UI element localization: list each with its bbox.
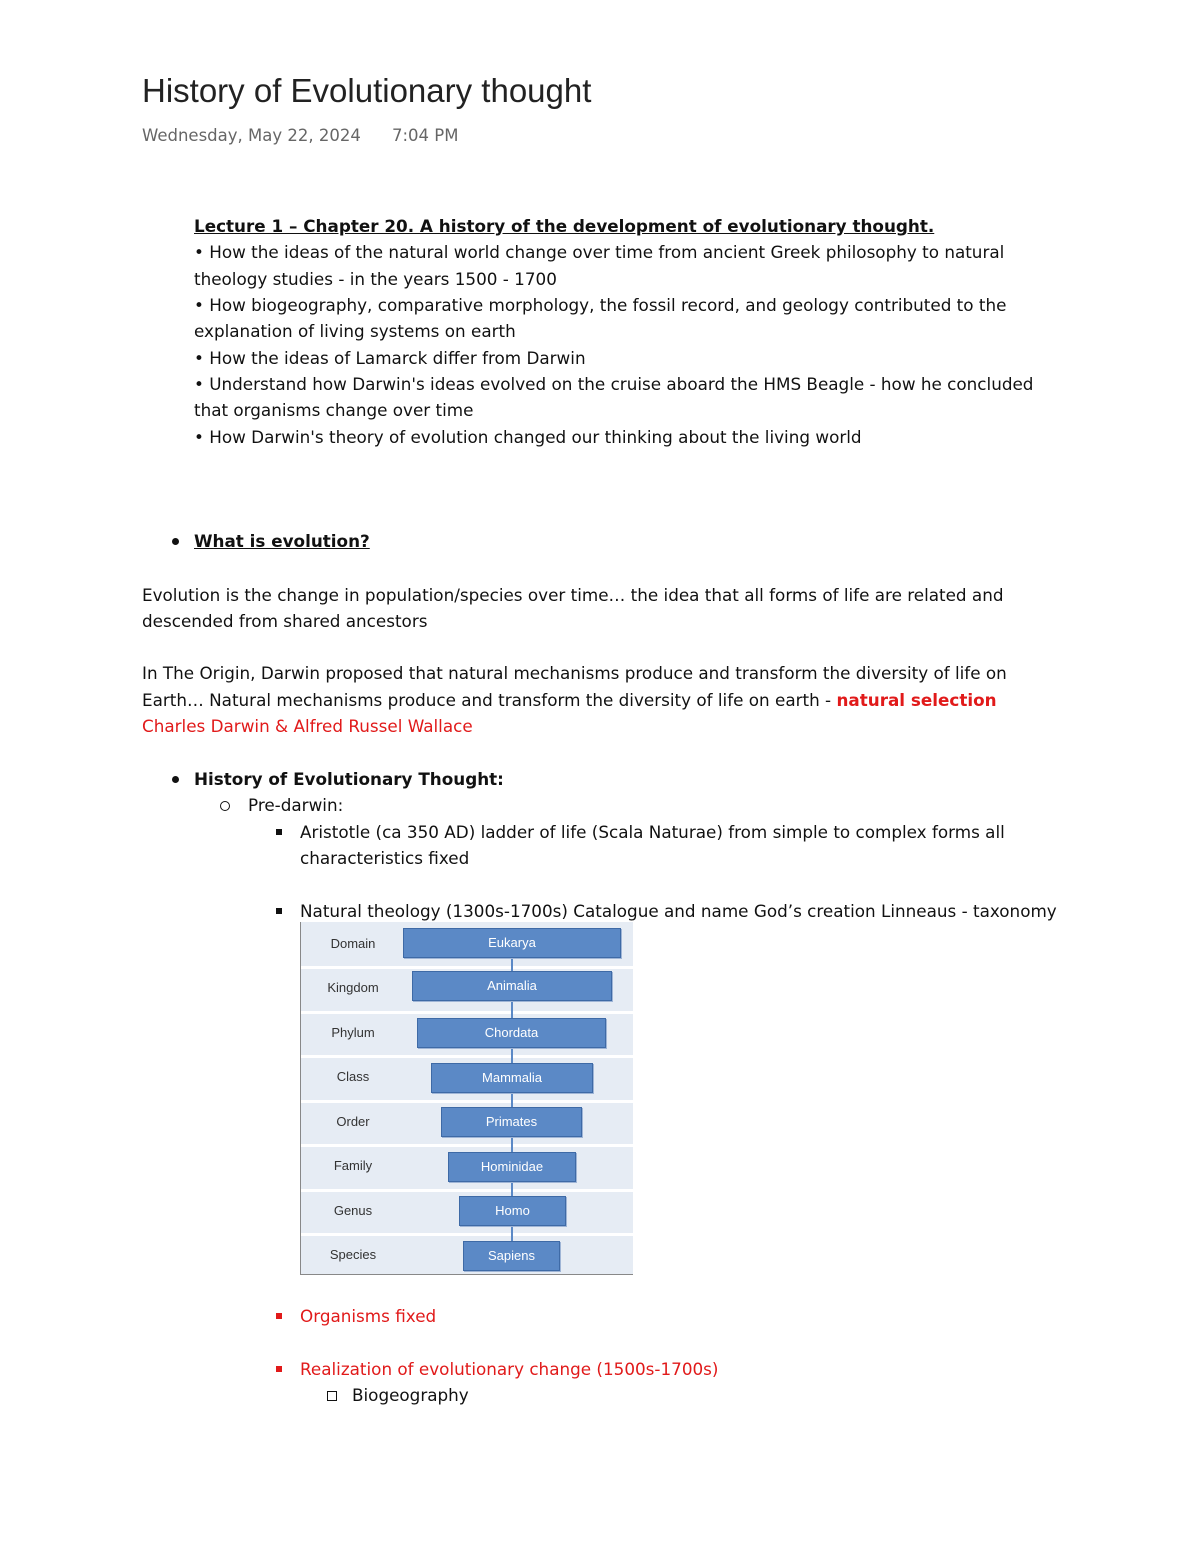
lecture-line: • How biogeography, comparative morphology, the fossil record, and geology contributed to the	[194, 295, 1007, 315]
lecture-line: • How the ideas of Lamarck differ from Darwin	[194, 348, 586, 368]
lecture-line: that organisms change over time	[194, 400, 474, 420]
lecture-line: explanation of living systems on earth	[194, 321, 516, 341]
lecture-heading: Lecture 1 – Chapter 20. A history of the development of evolutionary thought.	[194, 216, 935, 236]
list-item-realization: Realization of evolutionary change (1500s-1700s)	[300, 1359, 719, 1379]
bullet-square-icon	[276, 1313, 282, 1319]
connector-line	[511, 1048, 513, 1064]
bullet-disc-icon	[172, 776, 179, 783]
taxon-box-genus: Homo	[459, 1196, 566, 1226]
bullet-square-icon	[276, 908, 282, 914]
paragraph-text: Earth… Natural mechanisms produce and transform the diversity of life on earth -	[142, 690, 837, 710]
rank-label-phylum: Phylum	[331, 1025, 375, 1040]
highlight-natural-selection: natural selection	[836, 690, 997, 710]
lecture-line: • How Darwin's theory of evolution changed our thinking about the living world	[194, 427, 862, 447]
taxon-box-family: Hominidae	[448, 1152, 576, 1182]
bullet-square-icon	[276, 1366, 282, 1372]
page-time: 7:04 PM	[392, 126, 459, 145]
taxon-box-phylum: Chordata	[417, 1018, 606, 1048]
section-heading-history: History of Evolutionary Thought:	[194, 769, 504, 789]
taxon-box-species: Sapiens	[463, 1241, 560, 1271]
lecture-line: • How the ideas of the natural world change over time from ancient Greek philosophy to natural	[194, 242, 1005, 262]
connector-line	[511, 1226, 513, 1242]
bullet-square-icon	[276, 829, 282, 835]
list-item-organisms-fixed: Organisms fixed	[300, 1306, 437, 1326]
scientists-line: Charles Darwin & Alfred Russel Wallace	[142, 716, 473, 736]
lecture-line: • Understand how Darwin's ideas evolved on the cruise aboard the HMS Beagle - how he concluded	[194, 374, 1034, 394]
paragraph-line	[142, 687, 997, 714]
taxon-box-domain: Eukarya	[403, 928, 621, 958]
bullet-circle-icon	[220, 801, 230, 811]
rank-label-class: Class	[336, 1069, 370, 1084]
list-item-aristotle-cont: characteristics fixed	[300, 848, 470, 868]
rank-label-domain: Domain	[330, 936, 376, 951]
paragraph-line: descended from shared ancestors	[142, 611, 428, 631]
bullet-hollow-square-icon	[327, 1391, 337, 1401]
paragraph-line: Evolution is the change in population/species over time… the idea that all forms of life are related and	[142, 585, 1004, 605]
paragraph-line: In The Origin, Darwin proposed that natural mechanisms produce and transform the diversity of life on	[142, 663, 1007, 683]
list-item-biogeography: Biogeography	[352, 1385, 469, 1405]
rank-label-order: Order	[336, 1114, 370, 1129]
page-title: History of Evolutionary thought	[142, 72, 592, 109]
rank-label-family: Family	[333, 1158, 373, 1173]
taxon-box-class: Mammalia	[431, 1063, 593, 1093]
taxon-box-order: Primates	[441, 1107, 582, 1137]
connector-line	[511, 1000, 513, 1020]
list-item-aristotle: Aristotle (ca 350 AD) ladder of life (Scala Naturae) from simple to complex forms all	[300, 822, 1005, 842]
bullet-disc-icon	[172, 538, 179, 545]
connector-line	[511, 1092, 513, 1108]
rank-label-species: Species	[329, 1247, 377, 1262]
lecture-line: theology studies - in the years 1500 - 1700	[194, 269, 557, 289]
rank-label-genus: Genus	[333, 1203, 373, 1218]
rank-label-kingdom: Kingdom	[327, 980, 379, 995]
list-item-natural-theology: Natural theology (1300s-1700s) Catalogue and name God’s creation Linneaus - taxonomy	[300, 901, 1057, 921]
section-heading-what-is-evolution: What is evolution?	[194, 531, 370, 551]
page-date: Wednesday, May 22, 2024	[142, 126, 361, 145]
list-item-pre-darwin: Pre-darwin:	[248, 795, 344, 815]
taxon-box-kingdom: Animalia	[412, 971, 612, 1001]
